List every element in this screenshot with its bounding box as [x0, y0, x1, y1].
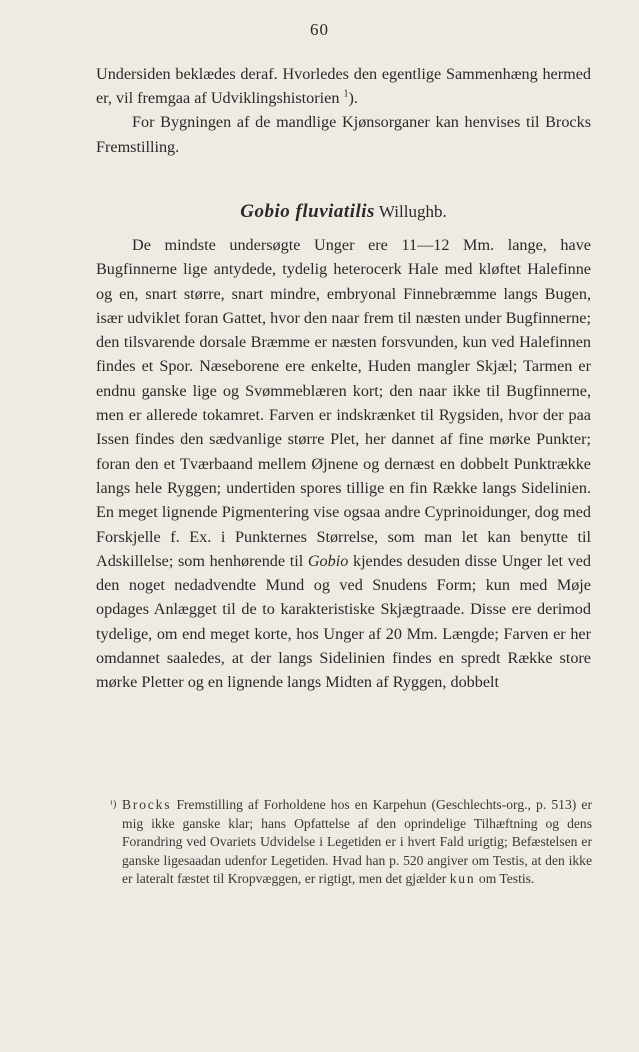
footnote-author: Brocks — [122, 797, 172, 812]
genus-reference: Gobio — [307, 551, 349, 570]
species-authority: Willughb. — [378, 202, 447, 221]
footnote — [110, 796, 592, 889]
section-body — [96, 233, 591, 695]
section-heading — [96, 201, 591, 223]
section-paragraph-part-1: De mindste undersøgte Unger ere 11—12 Mm. lange, have Bugfinnerne lige antydede, tydelig heterocerk Hale med kløftet Halefinne og en, snart større, snart mindre, embryonal Finnebræmme langs Bugen, især udviklet foran Gattet, hvor den naar frem til næsten under Bugfinnerne; den tilsvarende dorsale Bræmme er næsten forsvunden, kun ved Halefinnen findes et Spor. Næseborene ere enkelte, Huden mangler Skjæl; Tarmen er endnu ganske lige og Svømmeblæren kort; den naar ikke til Bugfinnerne, men er allerede tokamret. Farven er indskrænket til Rygsiden, hvor der paa Issen findes den sædvanlige større Plet, her dannet af fine mørke Punkter; foran den et Tværbaand mellem Øjnene og dernæst en dobbelt Punktrække langs hele Ryggen; undertiden spores tillige en fin Række langs Sidelinien. En meget lignende Pigmentering vise ogsaa andre Cyprinoidunger, dog med Forskjelle f. Ex. i Punkternes Størrelse, som man let kan benytte til Adskillelse; som henhørende til — [96, 236, 591, 570]
intro-paragraph-1 — [96, 62, 591, 110]
section-paragraph — [96, 233, 591, 695]
intro-paragraph-1-end: ). — [348, 89, 358, 108]
intro-text — [96, 62, 591, 159]
species-name: Gobio fluviatilis — [240, 201, 375, 222]
footnote-text-end: om Testis. — [478, 871, 535, 887]
footnote-reference: 1 — [343, 88, 349, 100]
intro-paragraph-2: For Bygningen af de mandlige Kjønsorganer kan henvises til Brocks Fremstilling. — [96, 113, 591, 156]
footnote-text: Fremstilling af Forholdene hos en Karpehun (Geschlechts-org., p. 513) er mig ikke ganske klar; hans Opfattelse af den oprindelige Tilhæftning og dens Forandring ved Ovariets Udvidelse i Legetiden er i hvert Fald urigtig; Befæstelsen er ganske ligesaadan udenfor Legetiden. Hvad han p. 520 angiver om Testis, at den ikke er lateralt fæstet til Kropvæggen, er rigtigt, men det gjælder — [122, 797, 592, 887]
footnote-emphasis: kun — [449, 871, 476, 887]
footnote-marker: ¹) — [110, 799, 117, 810]
page-number: 60 — [310, 20, 329, 39]
section-paragraph-part-2: kjendes desuden disse Unger let ved den noget nedadvendte Mund og ved Snudens Form; kun med Møje opdages Anlægget til de to karakteristiske Skjægtraade. Disse ere derimod tydelige, om end meget korte, hos Unger af 20 Mm. Længde; Farven er her omdannet saaledes, at der langs Sidelinien findes en spredt Række store mørke Pletter og en lignende langs Midten af Ryggen, dobbelt — [96, 551, 592, 692]
intro-paragraph-1-text: Undersiden beklædes deraf. Hvorledes den egentlige Sammenhæng hermed er, vil fremgaa af Udviklingshistorien — [96, 65, 591, 108]
